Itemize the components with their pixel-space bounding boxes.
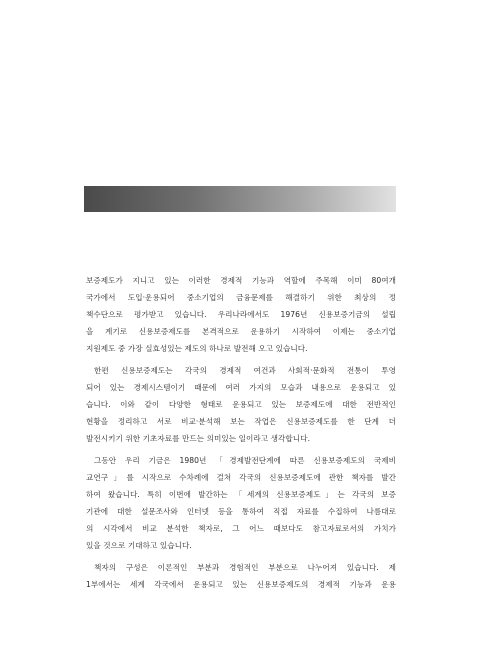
text-line: 의 시각에서 비교 분석한 책자로, 그 어느 때보다도 참고자료로서의 가치가 [86,524,396,533]
text-line: 하여 왔습니다. 특히 이번에 발간하는 「세계의 신용보증제도」는 각국의 보증 [86,490,396,499]
text-line: 교연구」를 시작으로 수차례에 걸쳐 각국의 신용보증제도에 관한 책자를 발간 [86,473,396,482]
text-line: 책자의 구성은 이론적인 부분과 경험적인 부분으로 나누어져 있습니다. 제 [94,563,396,572]
paragraph-4 [86,559,396,593]
text-line: 을 계기로 신용보증제도를 본격적으로 운용하기 시작하여 이제는 중소기업 [86,327,396,336]
body-text [86,272,396,598]
text-line: 현황을 정리하고 서로 비교·분석해 보는 작업은 신용보증제도를 한 단계 더 [86,417,396,426]
text-line: 1부에서는 세계 각국에서 운용되고 있는 신용보증제도의 경제적 기능과 운용 [86,580,396,589]
text-line: 습니다. 이와 같이 다양한 형태로 운용되고 있는 보증제도에 대한 전반적인 [86,400,396,409]
text-line: 기관에 대한 설문조사와 인터넷 등을 통하여 직접 자료를 수집하여 나름대로 [86,507,396,516]
paragraph-3 [86,452,396,554]
text-line: 지원제도 중 가장 실효성있는 제도의 하나로 발전해 오고 있습니다. [86,344,308,353]
text-line: 보증제도가 지니고 있는 이러한 경제적 기능과 역할에 주목해 이미 80여개 [86,276,396,285]
text-line: 그동안 우리 기금은 1980년 「경제발전단계에 따른 신용보증제도의 국제비 [94,456,396,465]
text-line: 책수단으로 평가받고 있습니다. 우리나라에서도 1976년 신용보증기금의 설립 [86,310,396,319]
text-line: 되어 있는 경제시스템이기 때문에 여러 가지의 모습과 내용으로 운용되고 있 [86,383,396,392]
text-line: 한편 신용보증제도는 각국의 경제적 여건과 사회적·문화적 전통이 투영 [94,366,396,375]
decorative-banner [84,186,396,212]
text-line: 국가에서 도입·운용되어 중소기업의 금융문제를 해결하기 위한 최상의 정 [86,293,396,302]
paragraph-2 [86,362,396,447]
text-line: 있을 것으로 기대하고 있습니다. [86,541,192,550]
text-line: 발전시키기 위한 기초자료를 만드는 의미있는 일이라고 생각합니다. [86,434,311,443]
paragraph-1 [86,272,396,357]
